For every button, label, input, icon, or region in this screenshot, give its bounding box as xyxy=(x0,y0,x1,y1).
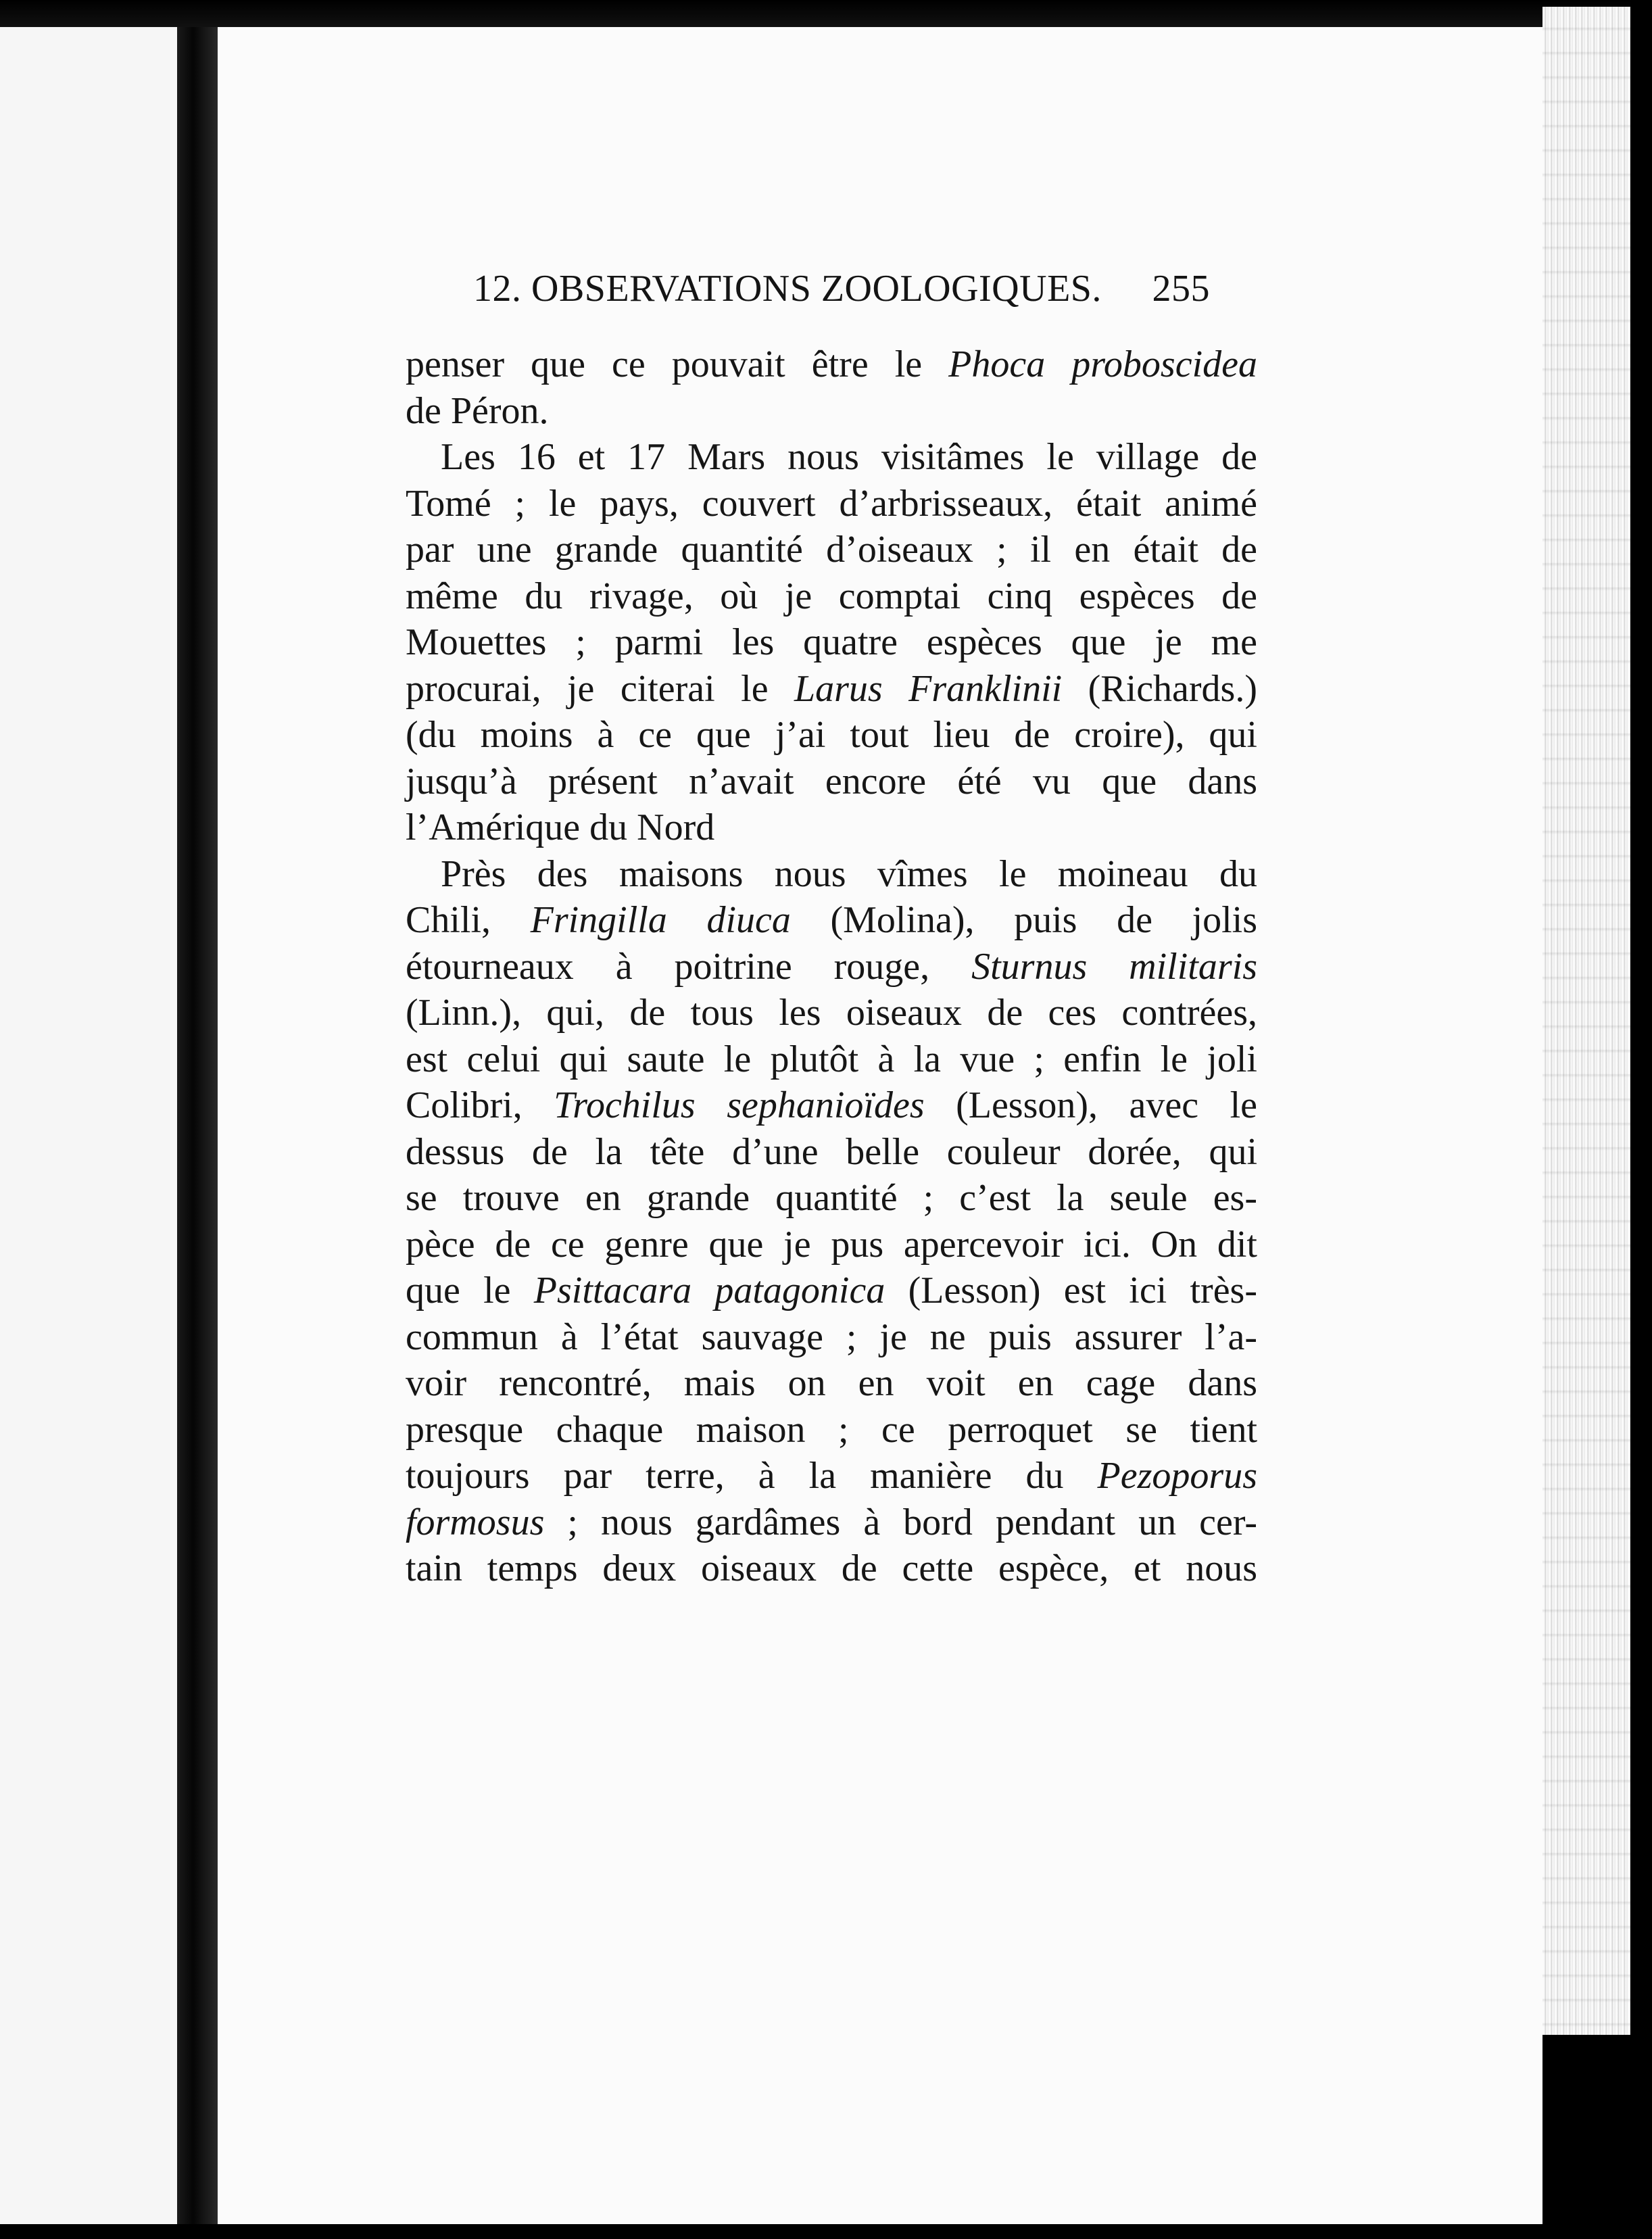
text-segment: jusqu’à présent n’avait encore été vu que dans xyxy=(406,760,1257,802)
text-line xyxy=(406,619,1257,666)
italic-species-name: Psittacara patagonica xyxy=(533,1270,885,1311)
text-segment: tain temps deux oiseaux de cette espèce, et nous xyxy=(406,1547,1257,1589)
italic-species-name: Larus Franklinii xyxy=(794,667,1063,710)
text-line xyxy=(406,1499,1257,1546)
text-segment: ; nous gardâmes à bord pendant un cer- xyxy=(544,1501,1257,1543)
text-line xyxy=(406,1036,1257,1083)
book-gutter xyxy=(177,27,218,2224)
text-line xyxy=(406,712,1257,759)
text-line xyxy=(406,573,1257,620)
text-line xyxy=(406,897,1257,944)
text-segment: toujours par terre, à la manière du xyxy=(406,1455,1098,1497)
text-segment: presque chaque maison ; ce perroquet se tient xyxy=(406,1408,1257,1451)
text-segment: Mouettes ; parmi les quatre espèces que je me xyxy=(406,621,1257,663)
text-line xyxy=(406,759,1257,805)
text-segment: pèce de ce genre que je pus apercevoir ici. On dit xyxy=(406,1223,1257,1266)
text-segment: dessus de la tête d’une belle couleur dorée, qui xyxy=(406,1130,1257,1173)
text-line xyxy=(406,481,1257,527)
text-segment: Près des maisons nous vîmes le moineau du xyxy=(441,852,1257,895)
body-text xyxy=(406,341,1257,1592)
text-line xyxy=(406,1314,1257,1361)
text-segment: commun à l’état sauvage ; je ne puis assurer l’a- xyxy=(406,1316,1257,1358)
text-segment: Les 16 et 17 Mars nous visitâmes le village de xyxy=(441,436,1257,478)
text-line xyxy=(406,341,1257,388)
text-segment: se trouve en grande quantité ; c’est la seule es- xyxy=(406,1177,1257,1219)
text-segment: (Lesson), avec le xyxy=(924,1084,1257,1126)
text-line xyxy=(406,388,1257,435)
text-line xyxy=(406,1222,1257,1268)
text-line xyxy=(406,1360,1257,1407)
text-segment: l’Amérique du Nord xyxy=(406,806,715,848)
text-segment: de Péron. xyxy=(406,389,549,432)
text-segment: (Lesson) est ici très- xyxy=(885,1270,1257,1311)
italic-species-name: Fringilla diuca xyxy=(530,899,791,941)
text-line xyxy=(406,804,1257,851)
text-line xyxy=(406,666,1257,713)
page-number: 255 xyxy=(1152,268,1210,310)
text-segment: même du rivage, où je comptai cinq espèces de xyxy=(406,575,1257,617)
text-line xyxy=(406,1545,1257,1592)
facing-page-edge xyxy=(0,27,177,2224)
text-segment: Chili, xyxy=(406,899,531,941)
scan-right-edge xyxy=(1630,0,1652,2239)
text-segment: Colibri, xyxy=(406,1084,554,1126)
text-line xyxy=(406,1268,1257,1314)
text-line xyxy=(406,944,1257,990)
text-segment: (du moins à ce que j’ai tout lieu de croire), qui xyxy=(406,714,1257,756)
text-line xyxy=(406,527,1257,573)
text-segment: procurai, je citerai le xyxy=(406,667,794,710)
text-segment: étourneaux à poitrine rouge, xyxy=(406,945,972,988)
text-segment: par une grande quantité d’oiseaux ; il en était de xyxy=(406,529,1257,571)
running-head xyxy=(473,267,1217,310)
italic-species-name: formosus xyxy=(406,1501,545,1543)
italic-species-name: Trochilus sephanioïdes xyxy=(554,1084,925,1126)
text-segment: (Molina), puis de jolis xyxy=(790,899,1257,941)
text-segment: (Richards.) xyxy=(1062,667,1257,710)
text-line xyxy=(406,1453,1257,1499)
scan-top-edge xyxy=(0,0,1652,27)
text-line xyxy=(406,851,1257,898)
text-segment: que le xyxy=(406,1270,534,1311)
text-line xyxy=(406,434,1257,481)
page-block-edges xyxy=(1542,7,1630,2035)
text-line xyxy=(406,1407,1257,1453)
text-line xyxy=(406,990,1257,1036)
scan-bottom-edge xyxy=(0,2224,1652,2239)
text-segment: Tomé ; le pays, couvert d’arbrisseaux, était animé xyxy=(406,482,1257,525)
italic-species-name: Sturnus militaris xyxy=(971,945,1258,988)
text-segment: voir rencontré, mais on en voit en cage dans xyxy=(406,1362,1257,1404)
text-segment: penser que ce pouvait être le xyxy=(406,343,949,385)
text-line xyxy=(406,1175,1257,1222)
italic-species-name: Phoca proboscidea xyxy=(948,343,1257,385)
running-head-title: 12. OBSERVATIONS ZOOLOGIQUES. xyxy=(473,268,1102,310)
text-segment: est celui qui saute le plutôt à la vue ; enfin le joli xyxy=(406,1038,1257,1080)
text-segment: (Linn.), qui, de tous les oiseaux de ces contrées, xyxy=(406,992,1257,1034)
text-line xyxy=(406,1082,1257,1129)
text-line xyxy=(406,1129,1257,1176)
italic-species-name: Pezoporus xyxy=(1097,1455,1257,1497)
